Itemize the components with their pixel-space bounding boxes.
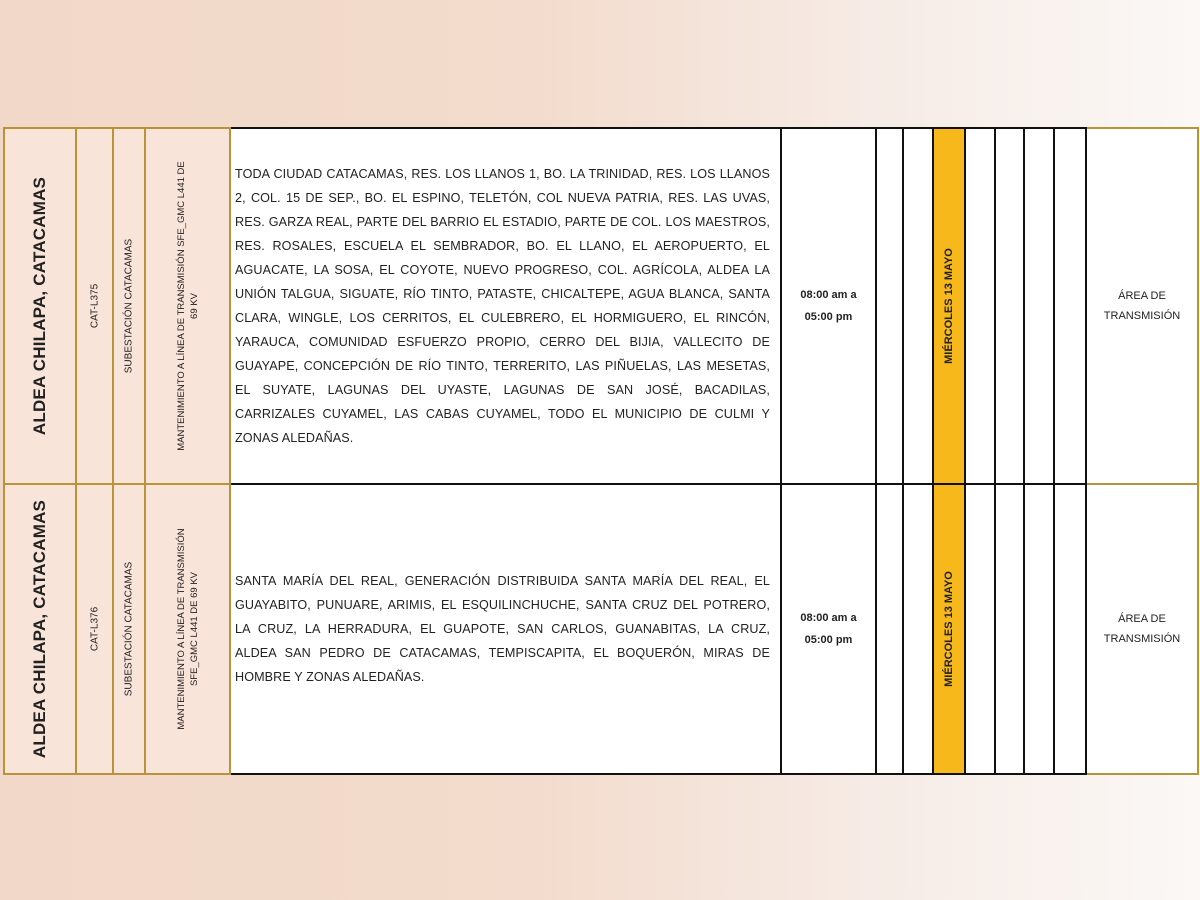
substation-label: SUBESTACIÓN CATACAMAS [123,561,135,697]
day-cell-empty [965,484,995,774]
work-description: MANTENIMIENTO A LÍNEA DE TRANSMISIÓN SFE_GMC L441 DE 69 KV [175,161,200,451]
day-cell-empty [1024,484,1054,774]
substation-cell [113,484,145,774]
area-type-line2: TRANSMISIÓN [1103,310,1181,322]
day-cell-empty [995,128,1024,484]
area-type-line1: ÁREA DE [1118,290,1166,302]
description-cell [145,128,230,484]
time-start: 08:00 am a [800,612,857,624]
time-start: 08:00 am a [800,289,857,301]
work-description: MANTENIMIENTO A LÍNEA DE TRANSMISIÓN SFE_GMC L441 DE 69 KV [175,528,200,730]
day-cell-empty [903,484,933,774]
outage-schedule-table [3,127,1197,775]
day-cell-empty [1024,128,1054,484]
circuit-code: CAT-L375 [89,283,100,329]
time-cell [781,128,876,484]
location-cell [4,128,76,484]
affected-areas-cell [230,484,781,774]
day-cell-empty [876,484,903,774]
substation-cell [113,128,145,484]
day-cell-highlighted [933,128,965,484]
day-cell-highlighted [933,484,965,774]
code-cell [76,484,113,774]
area-type-line2: TRANSMISIÓN [1103,633,1181,645]
day-cell-empty [876,128,903,484]
area-type-cell [1086,128,1198,484]
table-row [4,484,1198,774]
day-label: MIÉRCOLES 13 MAYO [943,571,955,687]
day-cell-empty [903,128,933,484]
affected-areas-text: TODA CIUDAD CATACAMAS, RES. LOS LLANOS 1, BO. LA TRINIDAD, RES. LOS LLANOS 2, COL. 15 DE SEP., BO. EL ESPINO, TELETÓN, COL NUEVA PATRIA, RES. LAS UVAS, RES. GARZA REAL, PARTE DEL BARRIO EL ESTADIO, PARTE DE COL. LOS MAESTROS, RES. ROSALES, ESCUELA EL SEMBRADOR, BO. EL LLANO, EL AEROPUERTO, EL AGUACATE, LA SOSA, EL COYOTE, NUEVO PROGRESO, COL. AGRÍCOLA, ALDEA LA UNIÓN TALGUA, SIGUATE, RÍO TINTO, PATASTE, CHICALTEPE, AGUA BLANCA, SANTA CLARA, WINGLE, LOS CERRITOS, EL CULEBRERO, EL HORMIGUERO, EL RINCÓN, YARAUCA, COMUNIDAD ESFUERZO PROPIO, CERRO DEL BIJIA, VALLECITO DE GUAYAPE, CONCEPCIÓN DE RÍO TINTO, TERRERITO, LAS PIÑUELAS, LAS MESETAS, EL SUYATE, LAGUNAS DEL UYASTE, LAGUNAS DE SAN JOSÉ, BACADILAS, CARRIZALES CUYAMEL, LAS CABAS CUYAMEL, TODO EL MUNICIPIO DE CULMI Y ZONAS ALEDAÑAS. [235,167,770,445]
affected-areas-text: SANTA MARÍA DEL REAL, GENERACIÓN DISTRIBUIDA SANTA MARÍA DEL REAL, EL GUAYABITO, PUNUARE, ARIMIS, EL ESQUILINCHUCHE, SANTA CRUZ DEL POTRERO, LA CRUZ, LA HERRADURA, EL GUAPOTE, SAN CARLOS, GUANABITAS, LA CRUZ, ALDEA SAN PEDRO DE CATACAMAS, TEMPISCAPITA, EL BOQUERÓN, MIRAS DE HOMBRE Y ZONAS ALEDAÑAS. [235,574,770,684]
time-cell [781,484,876,774]
day-cell-empty [995,484,1024,774]
day-cell-empty [1054,484,1086,774]
description-cell [145,484,230,774]
substation-label: SUBESTACIÓN CATACAMAS [123,238,135,374]
location-label: ALDEA CHILAPA, CATACAMAS [30,176,49,436]
location-label: ALDEA CHILAPA, CATACAMAS [30,499,49,759]
day-cell-empty [965,128,995,484]
code-cell [76,128,113,484]
day-label: MIÉRCOLES 13 MAYO [943,248,955,364]
location-cell [4,484,76,774]
day-cell-empty [1054,128,1086,484]
circuit-code: CAT-L376 [89,606,100,652]
table-row [4,128,1198,484]
schedule-grid [3,127,1199,775]
time-end: 05:00 pm [804,634,853,646]
area-type-cell [1086,484,1198,774]
affected-areas-cell [230,128,781,484]
time-end: 05:00 pm [804,311,853,323]
area-type-line1: ÁREA DE [1118,613,1166,625]
